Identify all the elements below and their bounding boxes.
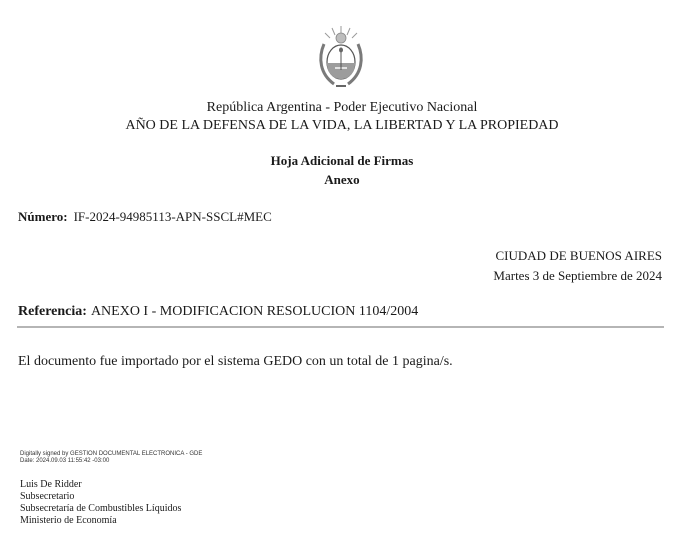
numero-row — [18, 209, 272, 225]
signer-office: Subsecretaría de Combustibles Líquidos — [20, 503, 182, 514]
document-title: Hoja Adicional de Firmas — [270, 153, 414, 168]
coat-of-arms-icon — [316, 24, 366, 88]
signer-name: Luis De Ridder — [20, 479, 82, 490]
date: Martes 3 de Septiembre de 2024 — [493, 268, 662, 283]
digital-signature-line-1: Digitally signed by GESTION DOCUMENTAL ELECTRONICA - GDE — [20, 451, 203, 457]
header-line-2: AÑO DE LA DEFENSA DE LA VIDA, LA LIBERTAD Y LA PROPIEDAD — [125, 118, 559, 133]
city: CIUDAD DE BUENOS AIRES — [495, 248, 662, 263]
signer-ministry: Ministerio de Economía — [20, 515, 117, 526]
referencia-row — [18, 304, 418, 320]
signer-block — [20, 479, 181, 527]
signer-role: Subsecretario — [20, 491, 75, 502]
numero-label: Número: — [18, 209, 68, 224]
document-subtitle: Anexo — [324, 172, 360, 187]
digital-signature — [20, 451, 202, 465]
referencia-value: ANEXO I - MODIFICACION RESOLUCION 1104/2004 — [90, 304, 419, 319]
referencia-label: Referencia: — [18, 304, 87, 319]
numero-value: IF-2024-94985113-APN-SSCL#MEC — [73, 209, 272, 224]
header-line-1: República Argentina - Poder Ejecutivo Nacional — [206, 100, 478, 115]
divider — [17, 326, 664, 328]
body-text: El documento fue importado por el sistema GEDO con un total de 1 pagina/s. — [18, 354, 453, 369]
digital-signature-date: Date: 2024.09.03 11:55:42 -03:00 — [20, 458, 110, 464]
